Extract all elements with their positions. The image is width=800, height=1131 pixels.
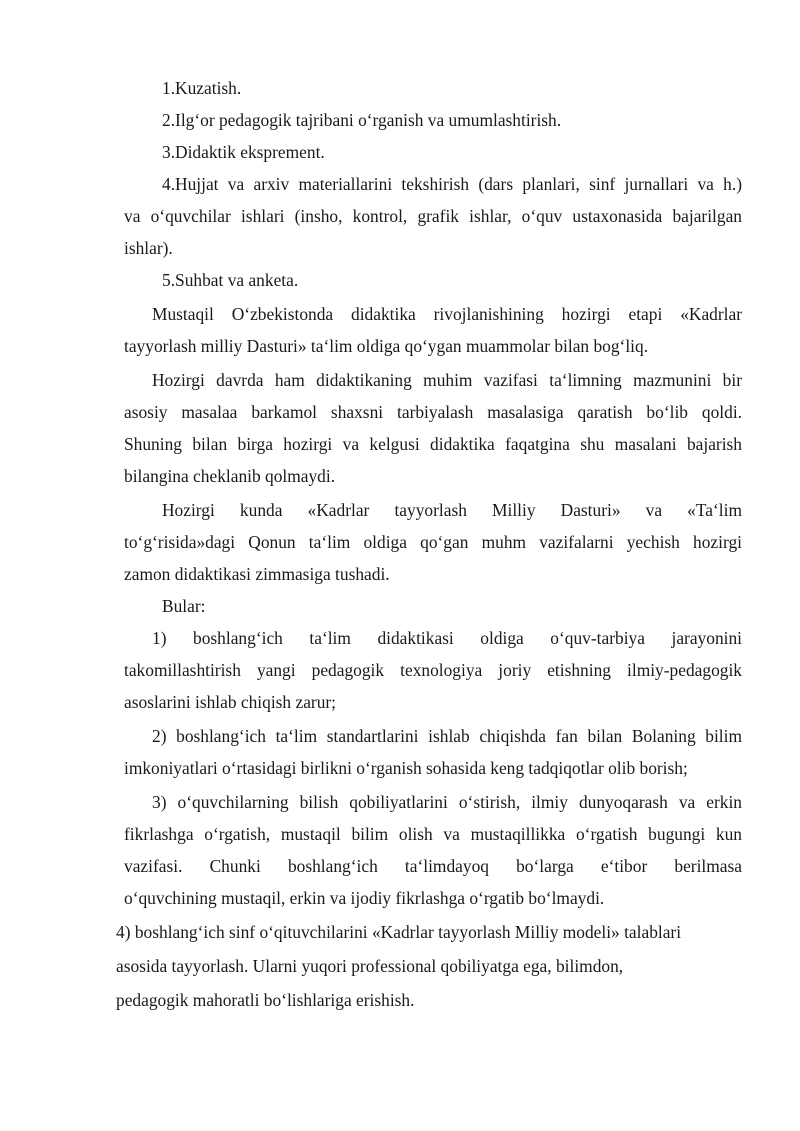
text-line: va o‘quvchilar ishlari (insho, kontrol, grafik ishlar, o‘quv ustaxonasida bajarilgan [124,206,742,226]
text-line: takomillashtirish yangi pedagogik texnologiya joriy etishning ilmiy-pedagogik [124,660,742,680]
paragraph-start: Hozirgi kunda «Kadrlar tayyorlash Milliy Dasturi» va «Ta‘lim [162,500,742,520]
list-item-4: 4) boshlang‘ich sinf o‘qituvchilarini «Kadrlar tayyorlash Milliy modeli» talablari [116,922,682,942]
text-line: zamon didaktikasi zimmasiga tushadi. [124,564,390,584]
text-line: tayyorlash milliy Dasturi» ta‘lim oldiga qo‘ygan muammolar bilan bog‘liq. [124,336,649,356]
text-line: to‘g‘risida»dagi Qonun ta‘lim oldiga qo‘gan muhm vazifalarni yechish hozirgi [124,532,742,552]
paragraph-start: Mustaqil O‘zbekistonda didaktika rivojlanishining hozirgi etapi «Kadrlar [152,304,742,324]
text-line: ishlar). [124,238,173,258]
text-line: pedagogik mahoratli bo‘lishlariga erishish. [116,990,415,1010]
list-item-ekspremеnt: 3.Didaktik ekspremеnt. [162,142,325,162]
text-line: asosida tayyorlash. Ularni yuqori professional qobiliyatga ega, bilimdon, [116,956,624,976]
list-item-3: 3) o‘quvchilarning bilish qobiliyatlarini o‘stirish, ilmiy dunyoqarash va erkin [152,792,742,812]
list-item-kuzatish: 1.Kuzatish. [162,78,242,98]
text-line: vazifasi. Chunki boshlang‘ich ta‘limdayoq bo‘larga e‘tibor berilmasa [124,856,742,876]
list-item-hujjat: 4.Hujjat va arxiv materiallarini tekshirish (dars planlari, sinf jurnallari va h.) [162,174,742,194]
text-line: asoslarini ishlab chiqish zarur; [124,692,337,712]
list-item-suhbat: 5.Suhbat va anketa. [162,270,299,290]
list-item-tajriba: 2.Ilg‘or pedagogik tajribani o‘rganish va umumlashtirish. [162,110,562,130]
paragraph-start: Hozirgi davrda ham didaktikaning muhim vazifasi ta‘limning mazmunini bir [152,370,742,390]
section-label-bular: Bular: [162,596,206,616]
text-line: asosiy masalaa barkamol shaxsni tarbiyalash masalasiga qaratish bo‘lib qoldi. [124,402,742,422]
text-line: fikrlashga o‘rgatish, mustaqil bilim olish va mustaqillikka o‘rgatish bugungi kun [124,824,742,844]
text-line: imkoniyatlari o‘rtasidagi birlikni o‘rganish sohasida keng tadqiqotlar olib borish; [124,758,688,778]
list-item-2: 2) boshlang‘ich ta‘lim standartlarini ishlab chiqishda fan bilan Bolaning bilim [152,726,742,746]
text-line: bilangina cheklanib qolmaydi. [124,466,336,486]
text-line: o‘quvchining mustaqil, erkin va ijodiy fikrlashga o‘rgatib bo‘lmaydi. [124,888,605,908]
text-line: Shuning bilan birga hozirgi va kelgusi didaktika faqatgina shu masalani bajarish [124,434,742,454]
list-item-1: 1) boshlang‘ich ta‘lim didaktikasi oldiga o‘quv-tarbiya jarayonini [152,628,742,648]
